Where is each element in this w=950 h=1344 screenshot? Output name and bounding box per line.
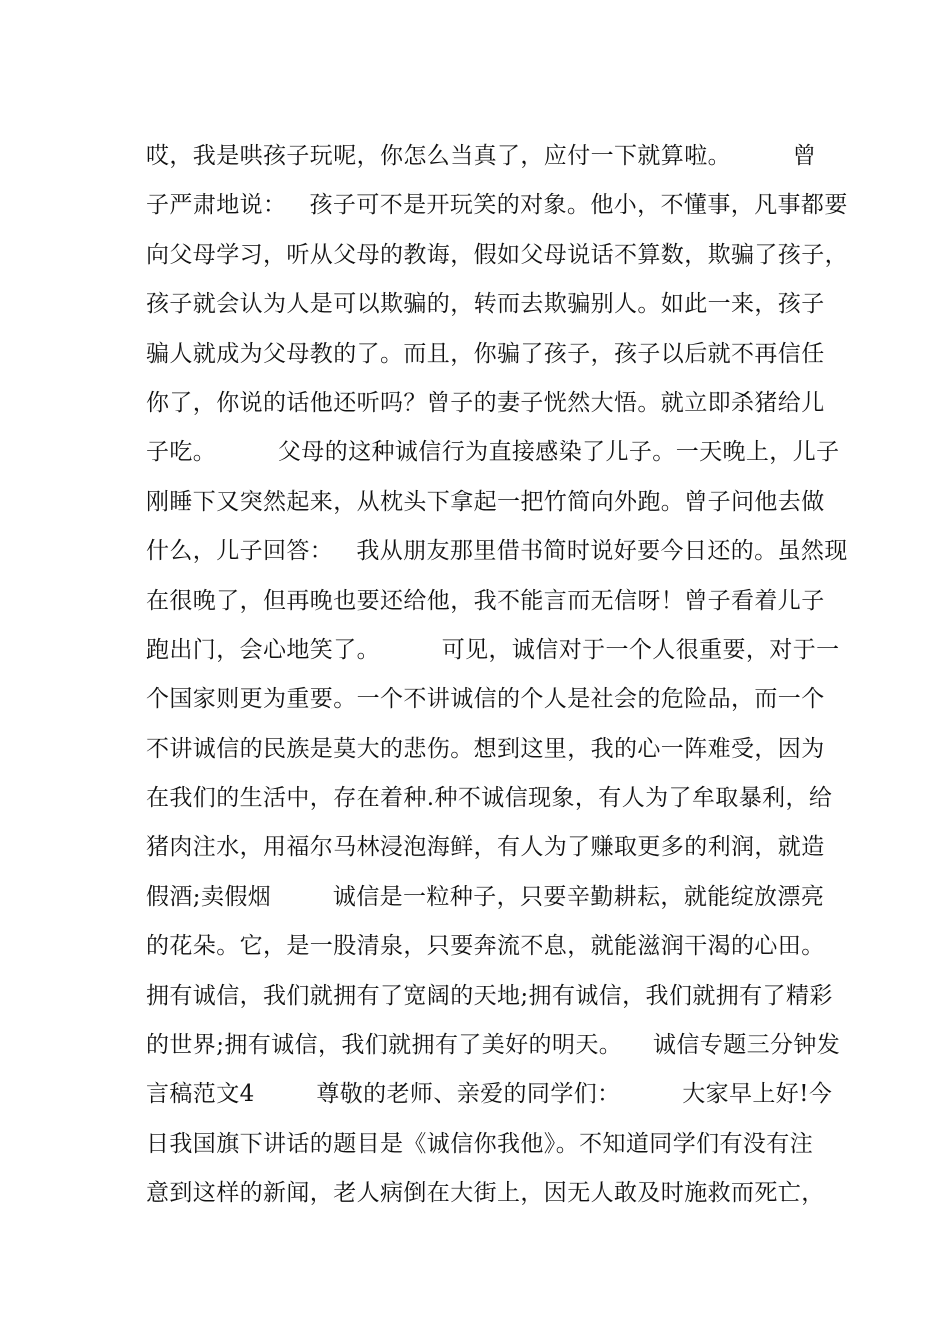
text-line: 向父母学习，听从父母的教诲，假如父母说话不算数，欺骗了孩子， — [146, 241, 848, 268]
text-line: 子严肃地说： 孩子可不是开玩笑的对象。他小，不懂事，凡事都要 — [146, 192, 848, 219]
text-line: 什么，儿子回答： 我从朋友那里借书简时说好要今日还的。虽然现 — [146, 538, 848, 565]
text-line: 子吃。 父母的这种诚信行为直接感染了儿子。一天晚上，儿子 — [146, 439, 840, 466]
text-line: 在我们的生活中，存在着种.种不诚信现象，有人为了牟取暴利，给 — [146, 785, 833, 812]
text-line: 假酒;卖假烟 诚信是一粒种子，只要辛勤耕耘，就能绽放漂亮 — [146, 883, 825, 910]
text-line: 孩子就会认为人是可以欺骗的，转而去欺骗别人。如此一来，孩子 — [146, 291, 825, 318]
text-line: 你了，你说的话他还听吗？曾子的妻子恍然大悟。就立即杀猪给儿 — [146, 389, 825, 416]
text-line: 刚睡下又突然起来，从枕头下拿起一把竹简向外跑。曾子问他去做 — [146, 488, 825, 515]
text-line: 跑出门，会心地笑了。 可见，诚信对于一个人很重要，对于一 — [146, 636, 840, 663]
text-line: 在很晚了，但再晚也要还给他，我不能言而无信呀！曾子看着儿子 — [146, 587, 825, 614]
text-line: 个国家则更为重要。一个不讲诚信的个人是社会的危险品，而一个 — [146, 686, 825, 713]
text-line: 不讲诚信的民族是莫大的悲伤。想到这里，我的心一阵难受，因为 — [146, 735, 825, 762]
text-line: 意到这样的新闻，老人病倒在大街上，因无人敢及时施救而死亡， — [146, 1180, 825, 1207]
text-line: 的花朵。它，是一股清泉，只要奔流不息，就能滋润干渴的心田。 — [146, 933, 825, 960]
text-line: 哎，我是哄孩子玩呢，你怎么当真了，应付一下就算啦。 曾 — [146, 143, 817, 169]
text-line: 猪肉注水，用福尔马林浸泡海鲜，有人为了赚取更多的利润，就造 — [146, 834, 825, 861]
text-line: 日我国旗下讲话的题目是《诚信你我他》。不知道同学们有没有注 — [146, 1130, 814, 1157]
body-text — [146, 132, 848, 1219]
text-line: 的世界;拥有诚信，我们就拥有了美好的明天。 诚信专题三分钟发 — [146, 1032, 841, 1059]
text-line: 骗人就成为父母教的了。而且，你骗了孩子，孩子以后就不再信任 — [146, 340, 825, 367]
text-line: 言稿范文4 尊敬的老师、亲爱的同学们： 大家早上好!今 — [146, 1081, 833, 1108]
text-line: 拥有诚信，我们就拥有了宽阔的天地;拥有诚信，我们就拥有了精彩 — [146, 982, 833, 1009]
